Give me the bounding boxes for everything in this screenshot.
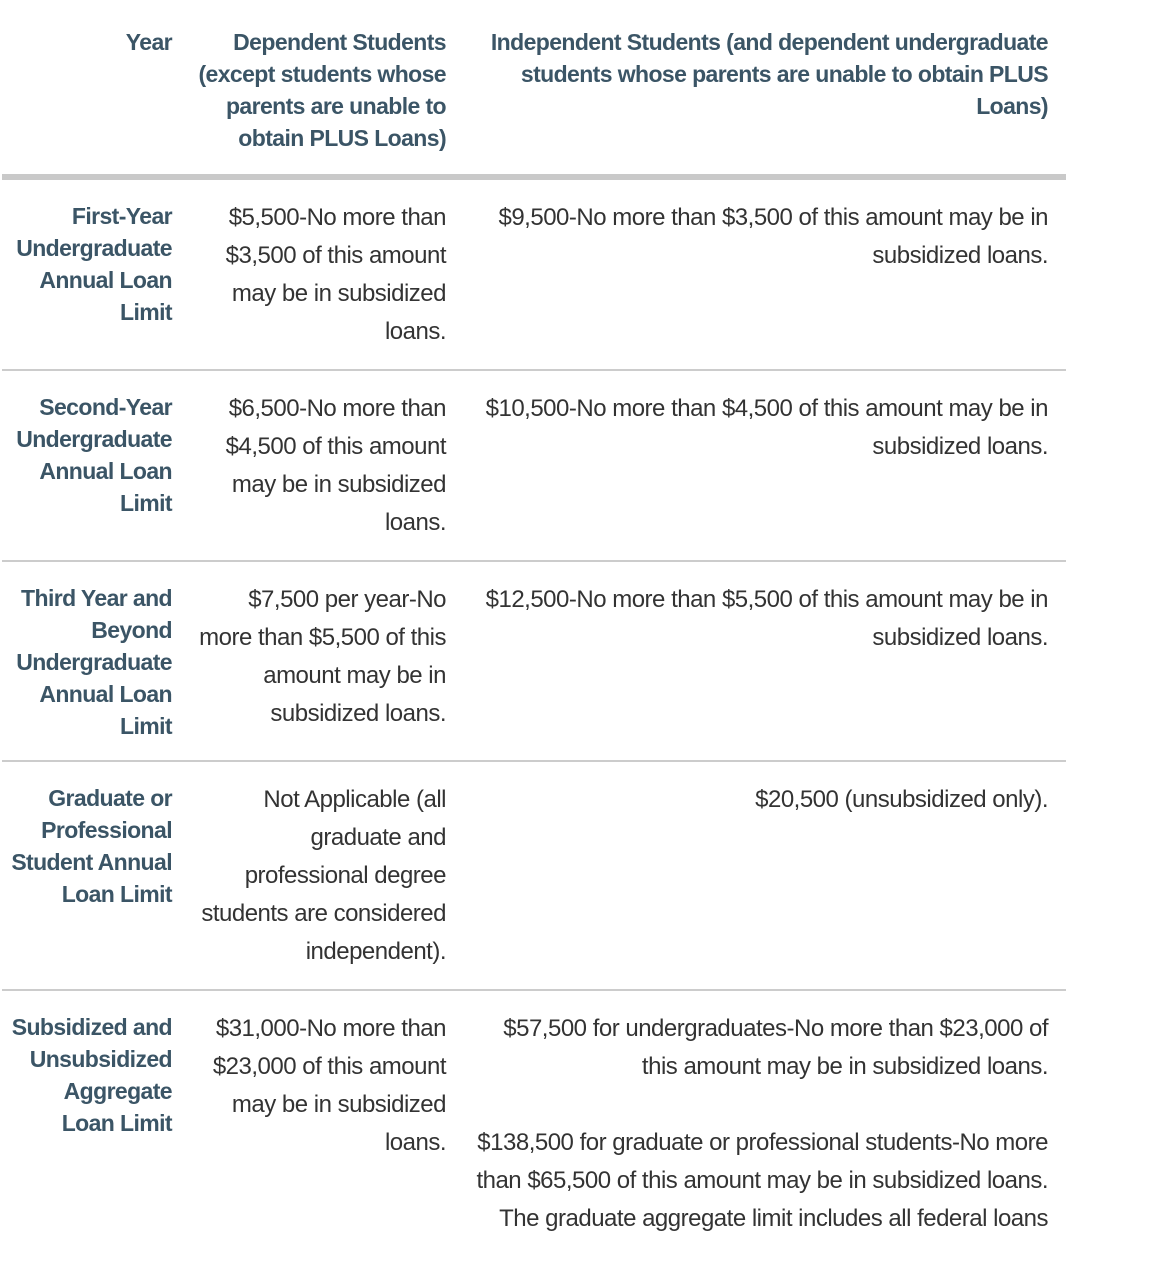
row-label: Graduate or Professional Student Annual Loan Limit — [11, 785, 172, 907]
independent-cell: $9,500-No more than $3,500 of this amount may be in subsidized loans. — [498, 204, 1048, 269]
header-independent-students: Independent Students (and dependent undergraduate students whose parents are unable to obtain PLUS Loans) — [464, 0, 1066, 177]
table-row-third-year — [2, 561, 1066, 761]
table-row-second-year — [2, 370, 1066, 561]
table-row-first-year — [2, 177, 1066, 370]
header-dependent-students: Dependent Students (except students whose parents are unable to obtain PLUS Loans) — [190, 0, 464, 177]
dependent-cell: $5,500-No more than $3,500 of this amount may be in subsidized loans. — [225, 204, 446, 345]
row-label: Third Year and Beyond Undergraduate Annual Loan Limit — [16, 585, 172, 739]
loan-limits-table — [2, 0, 1066, 1256]
table-row-graduate — [2, 761, 1066, 990]
row-label: Subsidized and Unsubsidized Aggregate Loan Limit — [11, 1014, 172, 1136]
independent-cell: $20,500 (unsubsidized only). — [755, 786, 1048, 813]
table-body — [2, 177, 1066, 1256]
dependent-cell: $6,500-No more than $4,500 of this amount may be in subsidized loans. — [225, 395, 446, 536]
header-year: Year — [2, 0, 190, 177]
independent-cell: $12,500-No more than $5,500 of this amount may be in subsidized loans. — [485, 586, 1048, 651]
independent-cell: $10,500-No more than $4,500 of this amount may be in subsidized loans. — [485, 395, 1048, 460]
header-row — [2, 0, 1066, 177]
row-label: First-Year Undergraduate Annual Loan Limit — [16, 203, 172, 325]
independent-cell — [464, 990, 1066, 1256]
graduate-aggregate-text: $138,500 for graduate or professional students-No more than $65,500 of this amount may be in subsidized loans. The graduate aggregate limit includes all federal loans — [476, 1129, 1048, 1232]
table-row-aggregate — [2, 990, 1066, 1256]
dependent-cell: Not Applicable (all graduate and professional degree students are considered independent). — [201, 786, 446, 965]
row-label: Second-Year Undergraduate Annual Loan Limit — [16, 394, 172, 516]
table-header — [2, 0, 1066, 177]
dependent-cell: $7,500 per year-No more than $5,500 of this amount may be in subsidized loans. — [199, 586, 446, 727]
dependent-cell: $31,000-No more than $23,000 of this amount may be in subsidized loans. — [212, 1015, 446, 1156]
undergraduate-aggregate-text: $57,500 for undergraduates-No more than $23,000 of this amount may be in subsidized loans. — [503, 1015, 1048, 1080]
